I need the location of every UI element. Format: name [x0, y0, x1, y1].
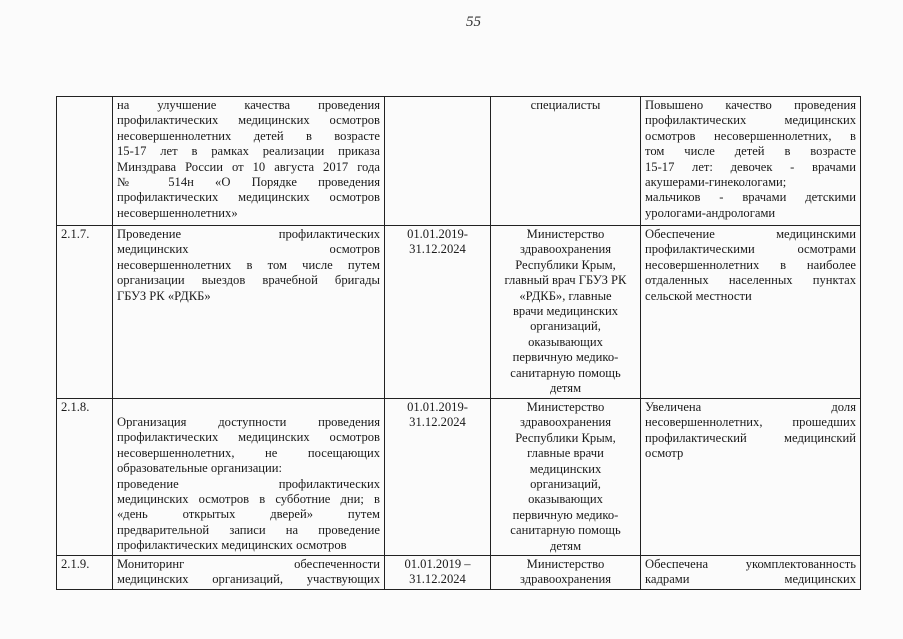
description-line: проведение профилактических	[117, 476, 380, 491]
expected-result	[641, 399, 861, 556]
description-line: Организация доступности проведения	[117, 415, 380, 429]
row-number: 2.1.9.	[57, 556, 113, 590]
table-row	[57, 556, 861, 590]
description-line: профилактических медицинских осмотров	[117, 430, 380, 445]
period-line: 31.12.2024	[409, 572, 466, 587]
measure-description	[113, 399, 385, 556]
result-line: мальчиков - врачами детскими	[645, 190, 856, 205]
measures-table	[56, 96, 861, 590]
description-line: № 514н «О Порядке проведения	[117, 175, 380, 190]
executor-line: оказывающих	[528, 492, 603, 507]
executor-line: санитарную помощь	[510, 523, 621, 538]
executor-line: врачи медицинских	[512, 304, 619, 319]
result-line: осмотров несовершеннолетних, в	[645, 128, 856, 143]
executor-line: Республики Крым,	[515, 430, 616, 445]
executor-line: здравоохранения	[520, 572, 611, 587]
executor-line: Республики Крым,	[515, 257, 616, 272]
executor-line: Министерство	[526, 557, 605, 572]
executor-line: детям	[549, 538, 582, 553]
description-line: медицинских осмотров в субботние дни; в	[117, 492, 380, 507]
executor-line: оказывающих	[528, 334, 603, 349]
expected-result	[641, 97, 861, 226]
result-line: акушерами-гинекологами;	[645, 175, 787, 190]
description-line: профилактических медицинских осмотров	[117, 190, 380, 205]
description-line: организации выездов врачебной бригады	[117, 273, 380, 288]
result-line: профилактических медицинских	[645, 113, 856, 128]
executor-line: санитарную помощь	[510, 365, 621, 380]
result-line: осмотр	[645, 446, 684, 461]
period-line: 01.01.2019-	[407, 227, 468, 241]
description-line: ГБУЗ РК «РДКБ»	[117, 288, 211, 303]
description-line: 15-17 лет в рамках реализации приказа	[117, 144, 380, 159]
page-number: 55	[466, 14, 481, 30]
result-line: том числе детей в возрасте	[645, 144, 856, 159]
table-row	[57, 97, 861, 226]
result-line: кадрами медицинских	[645, 572, 856, 587]
period-line: 31.12.2024	[409, 242, 466, 257]
executor-line: специалисты	[530, 98, 601, 112]
result-line: Повышено качество проведения	[645, 98, 856, 112]
measure-description	[113, 97, 385, 226]
description-line: несовершеннолетних, не посещающих	[117, 445, 380, 460]
responsible-executors	[491, 556, 641, 590]
table-row	[57, 399, 861, 556]
description-line: профилактических медицинских осмотров	[117, 538, 347, 553]
description-line: на улучшение качества проведения	[117, 98, 380, 112]
result-line: несовершеннолетних, прошедших	[645, 415, 856, 430]
description-line: медицинских осмотров	[117, 242, 380, 257]
result-line: сельской местности	[645, 288, 752, 303]
table-row	[57, 226, 861, 399]
description-line: несовершеннолетних»	[117, 205, 238, 220]
responsible-executors	[491, 399, 641, 556]
executor-line: первичную медико-	[512, 350, 619, 365]
executor-line: «РДКБ», главные	[519, 288, 612, 303]
description-line: Мониторинг обеспеченности	[117, 557, 380, 572]
row-number: 2.1.8.	[57, 399, 113, 556]
executor-line: здравоохранения	[520, 242, 611, 257]
executor-line: здравоохранения	[520, 415, 611, 430]
executor-line: медицинских	[529, 461, 602, 476]
description-line: несовершеннолетних детей в возрасте	[117, 128, 380, 143]
description-line: медицинских организаций, участвующих	[117, 572, 380, 587]
result-line: профилактический медицинский	[645, 430, 856, 445]
row-number: 2.1.7.	[57, 226, 113, 399]
result-line: урологами-андрологами	[645, 205, 776, 220]
description-line: «день открытых дверей» путем	[117, 507, 380, 522]
result-line: несовершеннолетних в наиболее	[645, 257, 856, 272]
implementation-period	[385, 556, 491, 590]
expected-result	[641, 556, 861, 590]
measure-description	[113, 556, 385, 590]
period-line: 31.12.2024	[409, 415, 466, 430]
implementation-period	[385, 226, 491, 399]
description-line: Проведение профилактических	[117, 227, 380, 241]
description-line: предварительной записи на проведение	[117, 522, 380, 537]
row-number	[57, 97, 113, 226]
result-line: Увеличена доля	[645, 400, 856, 414]
period-line: 01.01.2019 –	[404, 557, 471, 572]
executor-line: главный врач ГБУЗ РК	[504, 273, 627, 288]
result-line: Обеспечение медицинскими	[645, 227, 856, 241]
executor-line: организаций,	[530, 477, 601, 492]
responsible-executors	[491, 97, 641, 226]
expected-result	[641, 226, 861, 399]
result-line: профилактическими осмотрами	[645, 242, 856, 257]
executor-line: главные врачи	[527, 446, 604, 461]
description-line: образовательные организации:	[117, 461, 283, 476]
executor-line: Министерство	[526, 227, 605, 241]
measure-description	[113, 226, 385, 399]
executor-line: первичную медико-	[512, 507, 619, 522]
result-line: Обеспечена укомплектованность	[645, 557, 856, 572]
executor-line: организаций,	[530, 319, 601, 334]
description-line: несовершеннолетних в том числе путем	[117, 257, 380, 272]
responsible-executors	[491, 226, 641, 399]
description-line: Минздрава России от 10 августа 2017 года	[117, 159, 380, 174]
result-line: 15-17 лет: девочек - врачами	[645, 159, 856, 174]
period-line: 01.01.2019-	[407, 400, 468, 414]
executor-line: Министерство	[526, 400, 605, 414]
executor-line: детям	[549, 381, 582, 396]
description-line: профилактических медицинских осмотров	[117, 113, 380, 128]
result-line: отдаленных населенных пунктах	[645, 273, 856, 288]
implementation-period	[385, 399, 491, 556]
implementation-period	[385, 97, 491, 226]
